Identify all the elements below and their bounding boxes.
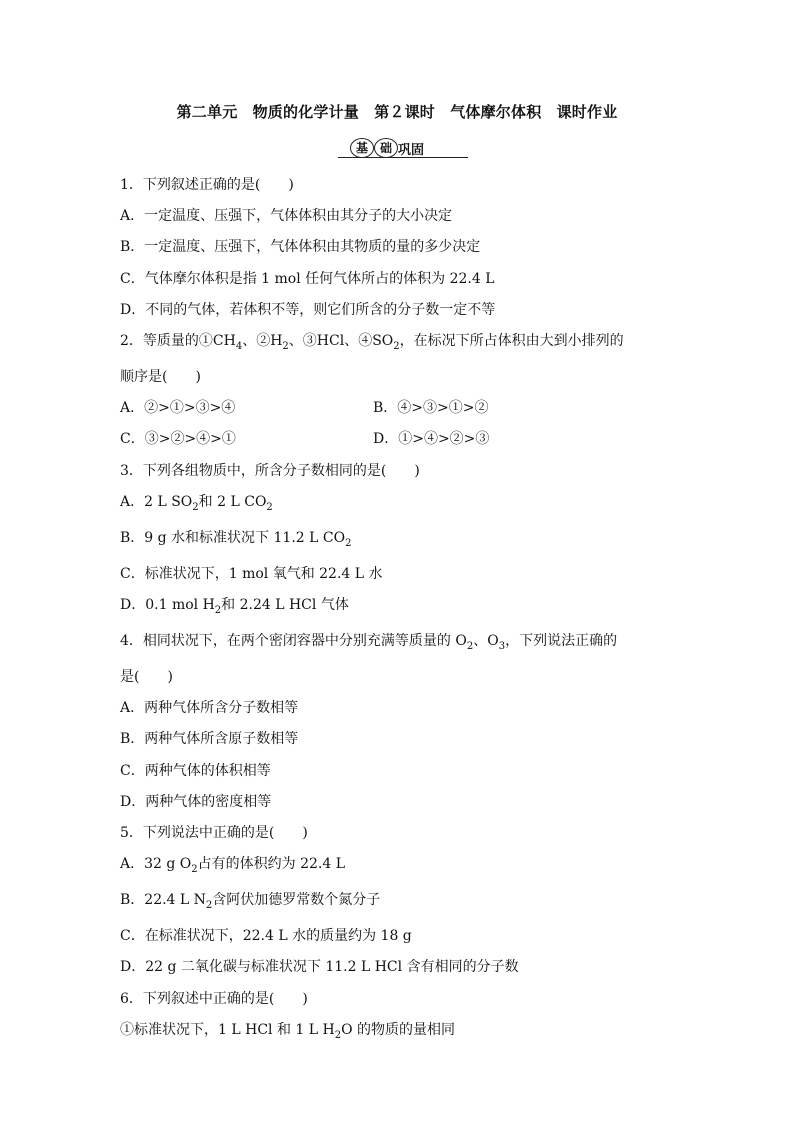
- q6-stem: 6．下列叙述中正确的是( ): [120, 990, 308, 1007]
- q3-option-b: B．9 g 水和标准状况下 11.2 L $CO_2$: [120, 529, 352, 549]
- q2-stem: 2．等质量的$①CH_4$、$②H_2$、③HCl、$④SO_2$，在标况下所占体积由大到小排列的: [120, 333, 624, 352]
- q3-stem: 3．下列各组物质中，所含分子数相同的是( ): [120, 462, 420, 479]
- q6-item-1: ①标准状况下，1 L HCl 和 1 L $H_2O$ 的物质的量相同: [120, 1021, 456, 1041]
- q4-stem-cont: 是( ): [120, 669, 173, 686]
- badge-text: 巩固: [398, 143, 425, 158]
- q2-options-row-2: [120, 424, 680, 455]
- q4-option-c: C．两种气体的体积相等: [120, 762, 271, 779]
- q5-stem: 5．下列说法中正确的是( ): [120, 825, 308, 842]
- q5-option-d: D．22 g 二氧化碳与标准状况下 11.2 L HCl 含有相同的分子数: [120, 959, 519, 976]
- q2-option-c: C．③>②>④>①: [120, 431, 236, 448]
- badge-char-1: 基: [350, 138, 374, 158]
- section-badge: [338, 138, 468, 162]
- q1-stem: 1．下列叙述正确的是( ): [120, 177, 294, 193]
- q2-option-b: B．④>③>①>②: [373, 400, 489, 417]
- page-title: 第二单元 物质的化学计量 第２课时 气体摩尔体积 课时作业: [176, 103, 618, 121]
- question-list: [120, 170, 680, 1051]
- q3-option-a: A．2 L $SO_2$和 2 L $CO_2$: [120, 493, 273, 513]
- q4-option-a: A．两种气体所含分子数相等: [120, 700, 299, 717]
- badge-char-2: 础: [374, 138, 398, 158]
- q1-option-b: B．一定温度、压强下，气体体积由其物质的量的多少决定: [120, 239, 481, 256]
- q4-option-d: D．两种气体的密度相等: [120, 793, 272, 810]
- q2-stem-cont: 顺序是( ): [120, 369, 201, 386]
- q3-option-c: C．标准状况下，1 mol 氧气和 22.4 L 水: [120, 565, 383, 582]
- q4-stem: 4．相同状况下，在两个密闭容器中分别充满等质量的 $O_2$、$O_3$，下列说法正确的: [120, 633, 618, 652]
- q2-options-row-1: [120, 393, 680, 424]
- q2-option-a: A．②>①>③>④: [120, 400, 236, 417]
- q3-option-d: D．0.1 mol $H_2$和 2.24 L HCl 气体: [120, 597, 349, 616]
- q1-option-a: A．一定温度、压强下，气体体积由其分子的大小决定: [120, 208, 453, 225]
- q2-option-d: D．①>④>②>③: [373, 431, 490, 448]
- q5-option-b: B．22.4 L $N_2$含阿伏加德罗常数个氮分子: [120, 892, 381, 912]
- q5-option-c: C．在标准状况下，22.4 L 水的质量约为 18 g: [120, 928, 412, 945]
- q1-option-d: D．不同的气体，若体积不等，则它们所含的分子数一定不等: [120, 301, 496, 318]
- q5-option-a: A．32 g $O_2$占有的体积约为 22.4 L: [120, 856, 346, 876]
- q4-option-b: B．两种气体所含原子数相等: [120, 731, 299, 748]
- q1-option-c: C．气体摩尔体积是指 1 mol 任何气体所占的体积为 22.4 L: [120, 270, 495, 287]
